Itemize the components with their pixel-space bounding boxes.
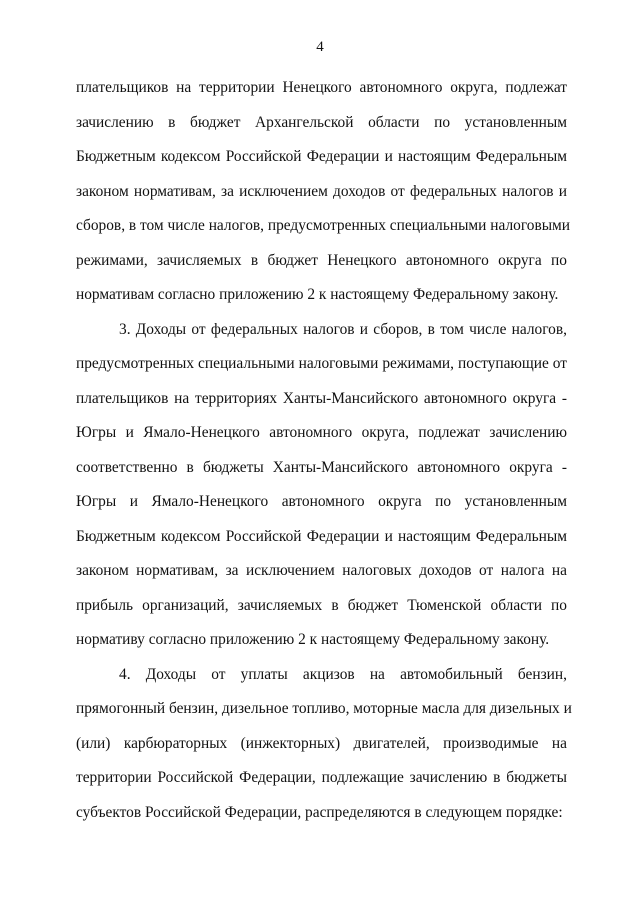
paragraph-4 <box>76 665 572 839</box>
text-line: законом нормативам, за исключением налоговых доходов от налога на <box>76 562 567 579</box>
text-line: Югры и Ямало-Ненецкого автономного округа, подлежат зачислению <box>76 424 567 441</box>
document-body <box>76 79 572 838</box>
text-line: 4. Доходы от уплаты акцизов на автомобильный бензин, <box>119 665 567 683</box>
text-line: предусмотренных специальными налоговыми режимами, поступающие от <box>76 355 567 372</box>
text-line: плательщиков на территориях Ханты-Мансийского автономного округа - <box>76 389 567 407</box>
page-number: 4 <box>316 39 324 55</box>
text-line: нормативам согласно приложению 2 к настоящему Федеральному закону. <box>76 286 559 303</box>
text-line: Бюджетным кодексом Российской Федерации и настоящим Федеральным <box>76 148 567 165</box>
text-line: режимами, зачисляемых в бюджет Ненецкого автономного округа по <box>76 251 567 269</box>
text-line: прибыль организаций, зачисляемых в бюджет Тюменской области по <box>76 596 567 614</box>
paragraph-continuation <box>76 79 571 321</box>
text-line: Бюджетным кодексом Российской Федерации и настоящим Федеральным <box>76 527 567 545</box>
text-line: Югры и Ямало-Ненецкого автономного округа по установленным <box>76 493 567 510</box>
text-line: субъектов Российской Федерации, распределяются в следующем порядке: <box>76 803 563 821</box>
paragraph-3 <box>76 321 567 666</box>
text-line: (или) карбюраторных (инжекторных) двигателей, производимые на <box>76 734 567 752</box>
text-line: нормативу согласно приложению 2 к настоящему Федеральному закону. <box>76 631 550 648</box>
text-line: зачислению в бюджет Архангельской области по установленным <box>76 113 567 131</box>
text-line: плательщиков на территории Ненецкого автономного округа, подлежат <box>76 79 567 96</box>
text-line: законом нормативам, за исключением доходов от федеральных налогов и <box>76 182 567 200</box>
text-line: 3. Доходы от федеральных налогов и сборов, в том числе налогов, <box>119 320 567 338</box>
text-line: соответственно в бюджеты Ханты-Мансийского автономного округа - <box>76 458 567 476</box>
text-line: прямогонный бензин, дизельное топливо, моторные масла для дизельных и <box>76 700 572 717</box>
text-line: сборов, в том числе налогов, предусмотренных специальными налоговыми <box>76 217 571 234</box>
text-line: территории Российской Федерации, подлежащие зачислению в бюджеты <box>76 769 567 786</box>
